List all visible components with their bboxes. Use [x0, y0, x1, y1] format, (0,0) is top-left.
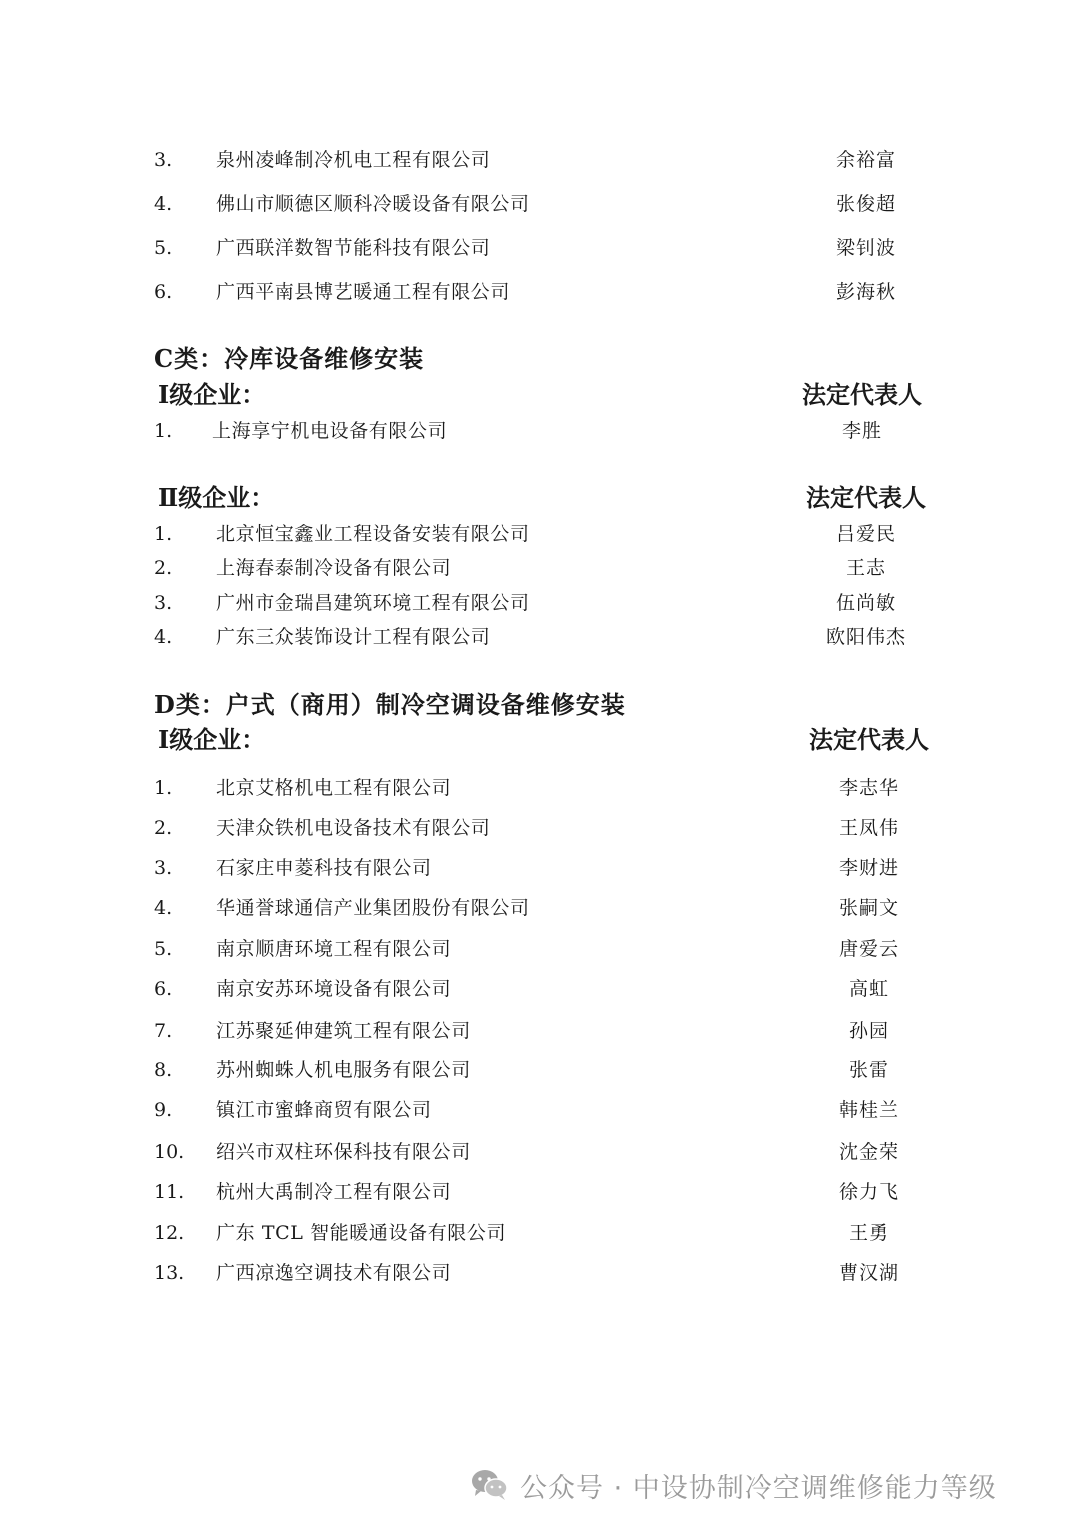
company-name: 华通誉球通信产业集团股份有限公司: [216, 897, 530, 919]
list-item: [0, 1216, 1080, 1250]
list-item: [0, 1093, 1080, 1127]
item-number: 10.: [154, 1141, 185, 1163]
list-item: [0, 1014, 1080, 1048]
company-name: 北京艾格机电工程有限公司: [216, 777, 452, 799]
item-number: 4.: [154, 626, 173, 648]
legal-representative: 吕爱民: [835, 523, 897, 545]
company-name: 广西凉逸空调技术有限公司: [216, 1262, 452, 1284]
legal-representative: 高虹: [848, 978, 890, 1000]
list-item: [0, 771, 1080, 805]
item-number: 11.: [154, 1181, 185, 1203]
list-item: [0, 551, 1080, 585]
legal-representative: 张俊超: [835, 193, 897, 215]
item-number: 1.: [154, 420, 173, 442]
list-item: [0, 1135, 1080, 1169]
item-number: 5.: [154, 938, 173, 960]
list-item: [0, 275, 1080, 309]
item-number: 3.: [154, 592, 173, 614]
legal-representative: 欧阳伟杰: [825, 626, 907, 648]
wechat-icon: [470, 1468, 510, 1502]
company-name: 佛山市顺德区顺科冷暖设备有限公司: [216, 193, 530, 215]
item-number: 3.: [154, 857, 173, 879]
item-number: 4.: [154, 193, 173, 215]
legal-representative: 曹汉湖: [838, 1262, 900, 1284]
level-heading: Ⅱ级企业：: [158, 483, 275, 512]
company-name: 绍兴市双柱环保科技有限公司: [216, 1141, 471, 1163]
legal-representative: 伍尚敏: [835, 592, 897, 614]
company-name: 南京顺唐环境工程有限公司: [216, 938, 452, 960]
item-number: 6.: [154, 281, 173, 303]
list-item: [0, 1256, 1080, 1290]
list-item: [0, 620, 1080, 654]
level-heading: Ⅰ级企业：: [158, 725, 266, 754]
legal-representative: 梁钊波: [835, 237, 897, 259]
list-item: [0, 1175, 1080, 1209]
company-name: 广西平南县博艺暖通工程有限公司: [216, 281, 511, 303]
item-number: 8.: [154, 1059, 173, 1081]
watermark-text: 公众号 · 中设协制冷空调维修能力等级: [520, 1472, 997, 1504]
company-name: 广东 TCL 智能暖通设备有限公司: [216, 1222, 507, 1244]
company-name: 上海春泰制冷设备有限公司: [216, 557, 452, 579]
list-item: [0, 143, 1080, 177]
legal-representative: 张雷: [848, 1059, 890, 1081]
company-name: 上海享宁机电设备有限公司: [212, 420, 448, 442]
legal-representative: 王志: [845, 557, 887, 579]
legal-representative: 孙园: [848, 1020, 890, 1042]
company-name: 北京恒宝鑫业工程设备安装有限公司: [216, 523, 530, 545]
account-watermark: [470, 1465, 997, 1505]
item-number: 1.: [154, 523, 173, 545]
section-title: C类：冷库设备维修安装: [154, 344, 425, 373]
rep-column-header: 法定代表人: [802, 380, 922, 409]
item-number: 1.: [154, 777, 173, 799]
list-item: [0, 891, 1080, 925]
list-item: [0, 811, 1080, 845]
rep-column-header: 法定代表人: [806, 483, 926, 512]
item-number: 2.: [154, 557, 173, 579]
item-number: 5.: [154, 237, 173, 259]
company-name: 镇江市蜜蜂商贸有限公司: [216, 1099, 432, 1121]
company-name: 广东三众装饰设计工程有限公司: [216, 626, 491, 648]
legal-representative: 彭海秋: [835, 281, 897, 303]
item-number: 13.: [154, 1262, 185, 1284]
list-item: [0, 972, 1080, 1006]
legal-representative: 李志华: [838, 777, 900, 799]
list-item: [0, 851, 1080, 885]
item-number: 12.: [154, 1222, 185, 1244]
company-name: 江苏聚延伸建筑工程有限公司: [216, 1020, 471, 1042]
company-name: 南京安苏环境设备有限公司: [216, 978, 452, 1000]
legal-representative: 余裕富: [835, 149, 897, 171]
legal-representative: 王凤伟: [838, 817, 900, 839]
company-name: 广州市金瑞昌建筑环境工程有限公司: [216, 592, 530, 614]
legal-representative: 李胜: [841, 420, 883, 442]
company-name: 广西联洋数智节能科技有限公司: [216, 237, 491, 259]
company-name: 石家庄申菱科技有限公司: [216, 857, 432, 879]
list-item: [0, 1053, 1080, 1087]
legal-representative: 唐爱云: [838, 938, 900, 960]
item-number: 2.: [154, 817, 173, 839]
level-heading: Ⅰ级企业：: [158, 380, 266, 409]
legal-representative: 张嗣文: [838, 897, 900, 919]
list-item: [0, 414, 1080, 448]
company-name: 泉州凌峰制冷机电工程有限公司: [216, 149, 491, 171]
legal-representative: 徐力飞: [838, 1181, 900, 1203]
list-item: [0, 231, 1080, 265]
list-item: [0, 586, 1080, 620]
rep-column-header: 法定代表人: [809, 725, 929, 754]
item-number: 3.: [154, 149, 173, 171]
legal-representative: 李财进: [838, 857, 900, 879]
legal-representative: 沈金荣: [838, 1141, 900, 1163]
item-number: 7.: [154, 1020, 173, 1042]
list-item: [0, 517, 1080, 551]
company-name: 苏州蜘蛛人机电服务有限公司: [216, 1059, 471, 1081]
list-item: [0, 187, 1080, 221]
section-title: D类：户式（商用）制冷空调设备维修安装: [154, 690, 626, 719]
item-number: 4.: [154, 897, 173, 919]
item-number: 9.: [154, 1099, 173, 1121]
list-item: [0, 932, 1080, 966]
legal-representative: 王勇: [848, 1222, 890, 1244]
company-name: 杭州大禹制冷工程有限公司: [216, 1181, 452, 1203]
legal-representative: 韩桂兰: [838, 1099, 900, 1121]
company-name: 天津众铁机电设备技术有限公司: [216, 817, 491, 839]
item-number: 6.: [154, 978, 173, 1000]
